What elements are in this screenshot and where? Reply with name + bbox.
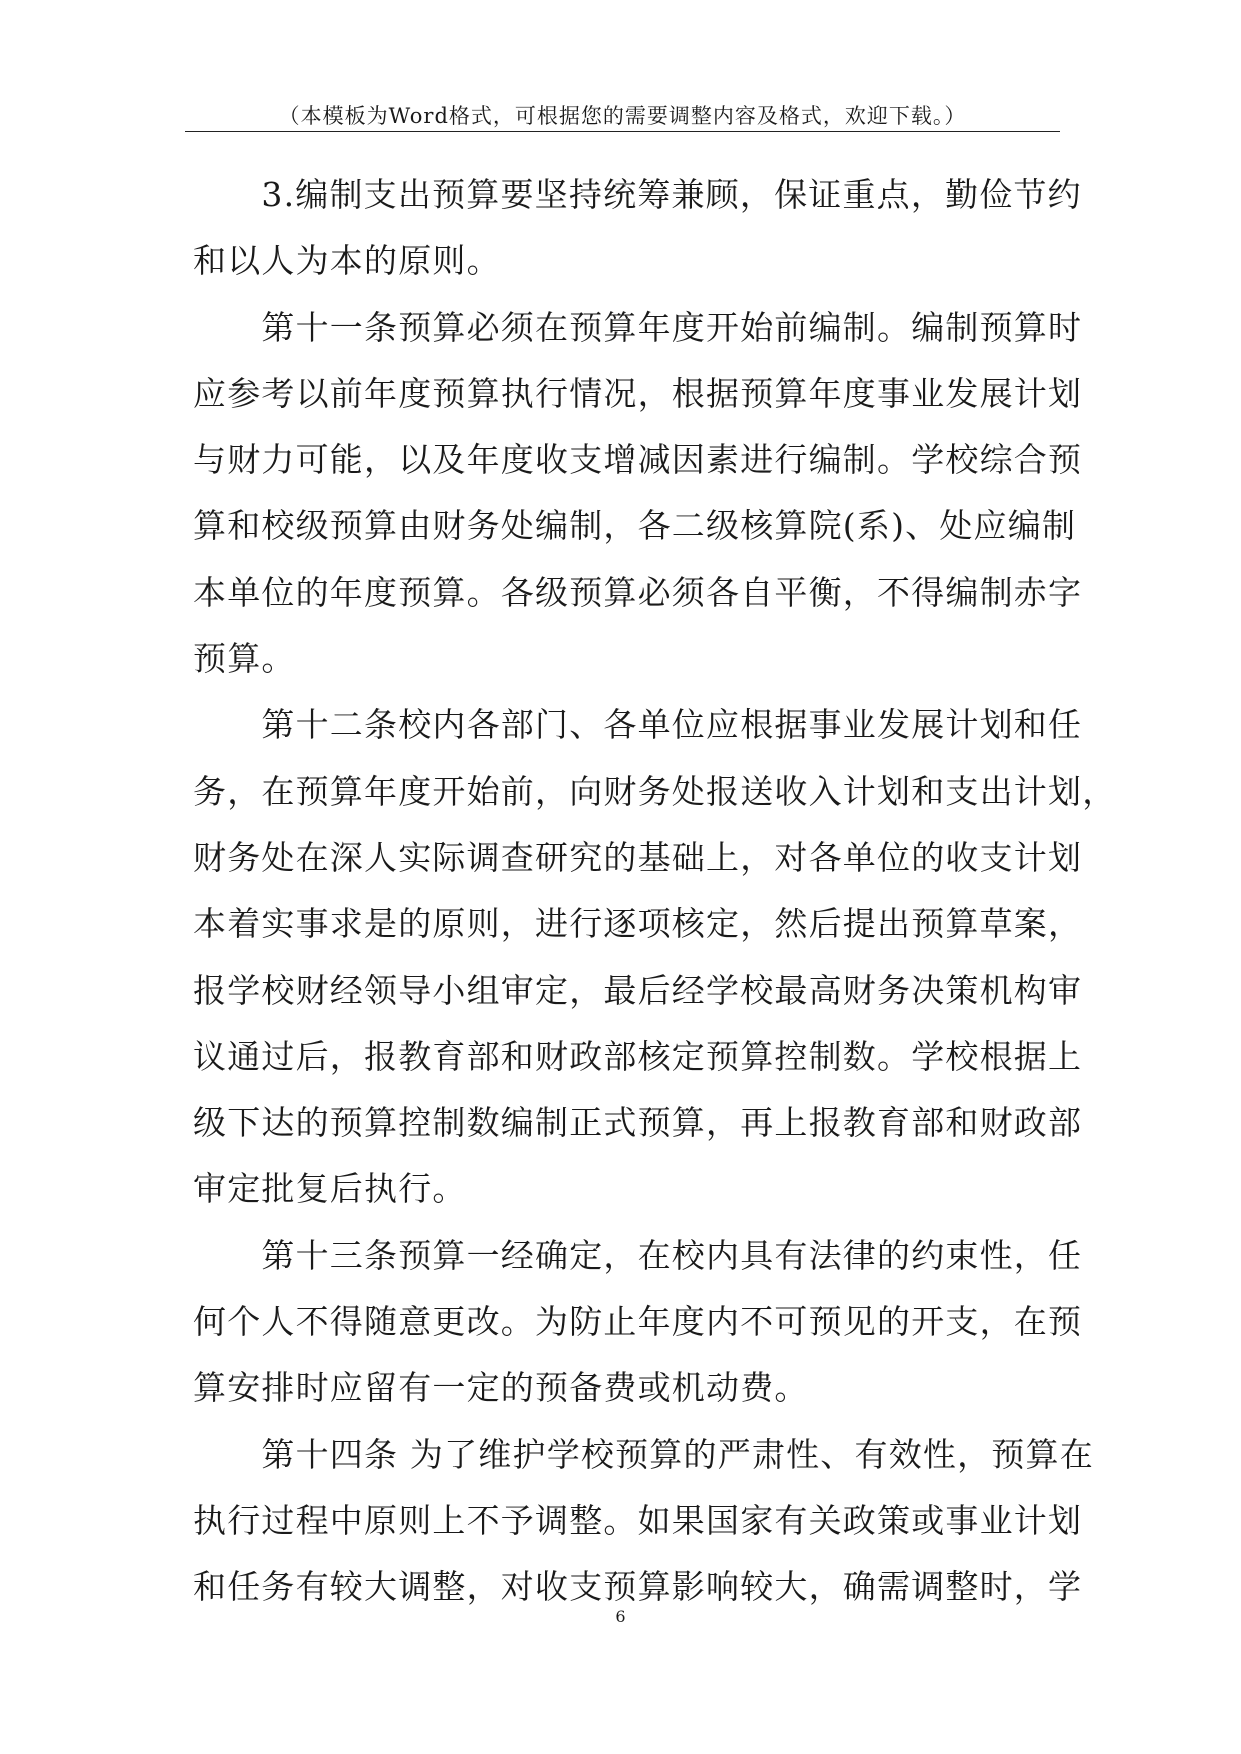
text-line: 何个人不得随意更改。为防止年度内不可预见的开支，在预 bbox=[193, 1302, 1083, 1342]
text-line: 与财力可能，以及年度收支增减因素进行编制。学校综合预 bbox=[193, 440, 1083, 480]
paragraph bbox=[193, 1223, 1083, 1422]
paragraph bbox=[193, 692, 1117, 1222]
text-line: 本单位的年度预算。各级预算必须各自平衡，不得编制赤字 bbox=[193, 572, 1083, 612]
text-line: 和任务有较大调整，对收支预算影响较大，确需调整时，学 bbox=[193, 1567, 1083, 1607]
text-line: 本着实事求是的原则，进行逐项核定，然后提出预算草案， bbox=[193, 904, 1083, 944]
text-line: 第十一条预算必须在预算年度开始前编制。编制预算时 bbox=[193, 307, 1083, 347]
text-line: 第十二条校内各部门、各单位应根据事业发展计划和任 bbox=[193, 705, 1083, 745]
text-line: 级下达的预算控制数编制正式预算，再上报教育部和财政部 bbox=[193, 1103, 1083, 1143]
text-line: 报学校财经领导小组审定，最后经学校最高财务决策机构审 bbox=[193, 970, 1083, 1010]
text-line: 第十三条预算一经确定，在校内具有法律的约束性，任 bbox=[193, 1235, 1083, 1275]
paragraph bbox=[193, 295, 1083, 693]
text-line: 算安排时应留有一定的预备费或机动费。 bbox=[193, 1368, 809, 1408]
paragraph bbox=[193, 1422, 1094, 1621]
paragraph bbox=[193, 162, 1082, 295]
template-note-header: （本模板为Word格式，可根据您的需要调整内容及格式，欢迎下载。） bbox=[278, 104, 967, 128]
text-line: 财务处在深人实际调查研究的基础上，对各单位的收支计划 bbox=[193, 837, 1083, 877]
document-body bbox=[193, 162, 1117, 1621]
text-line: 3.编制支出预算要坚持统筹兼顾，保证重点，勤俭节约 bbox=[193, 175, 1082, 214]
page-number: 6 bbox=[615, 1607, 626, 1626]
text-line: 应参考以前年度预算执行情况，根据预算年度事业发展计划 bbox=[193, 373, 1083, 413]
text-line: 和以人为本的原则。 bbox=[193, 241, 501, 281]
text-line: 预算。 bbox=[193, 639, 296, 679]
text-line: 务，在预算年度开始前，向财务处报送收入计划和支出计划， bbox=[193, 771, 1117, 811]
text-line: 第十四条 为了维护学校预算的严肃性、有效性，预算在 bbox=[193, 1434, 1094, 1474]
header-divider bbox=[185, 131, 1060, 132]
text-line: 议通过后，报教育部和财政部核定预算控制数。学校根据上 bbox=[193, 1036, 1083, 1076]
text-line: 审定批复后执行。 bbox=[193, 1169, 467, 1209]
text-line: 算和校级预算由财务处编制，各二级核算院(系)、处应编制 bbox=[193, 506, 1077, 546]
text-line: 执行过程中原则上不予调整。如果国家有关政策或事业计划 bbox=[193, 1500, 1083, 1540]
